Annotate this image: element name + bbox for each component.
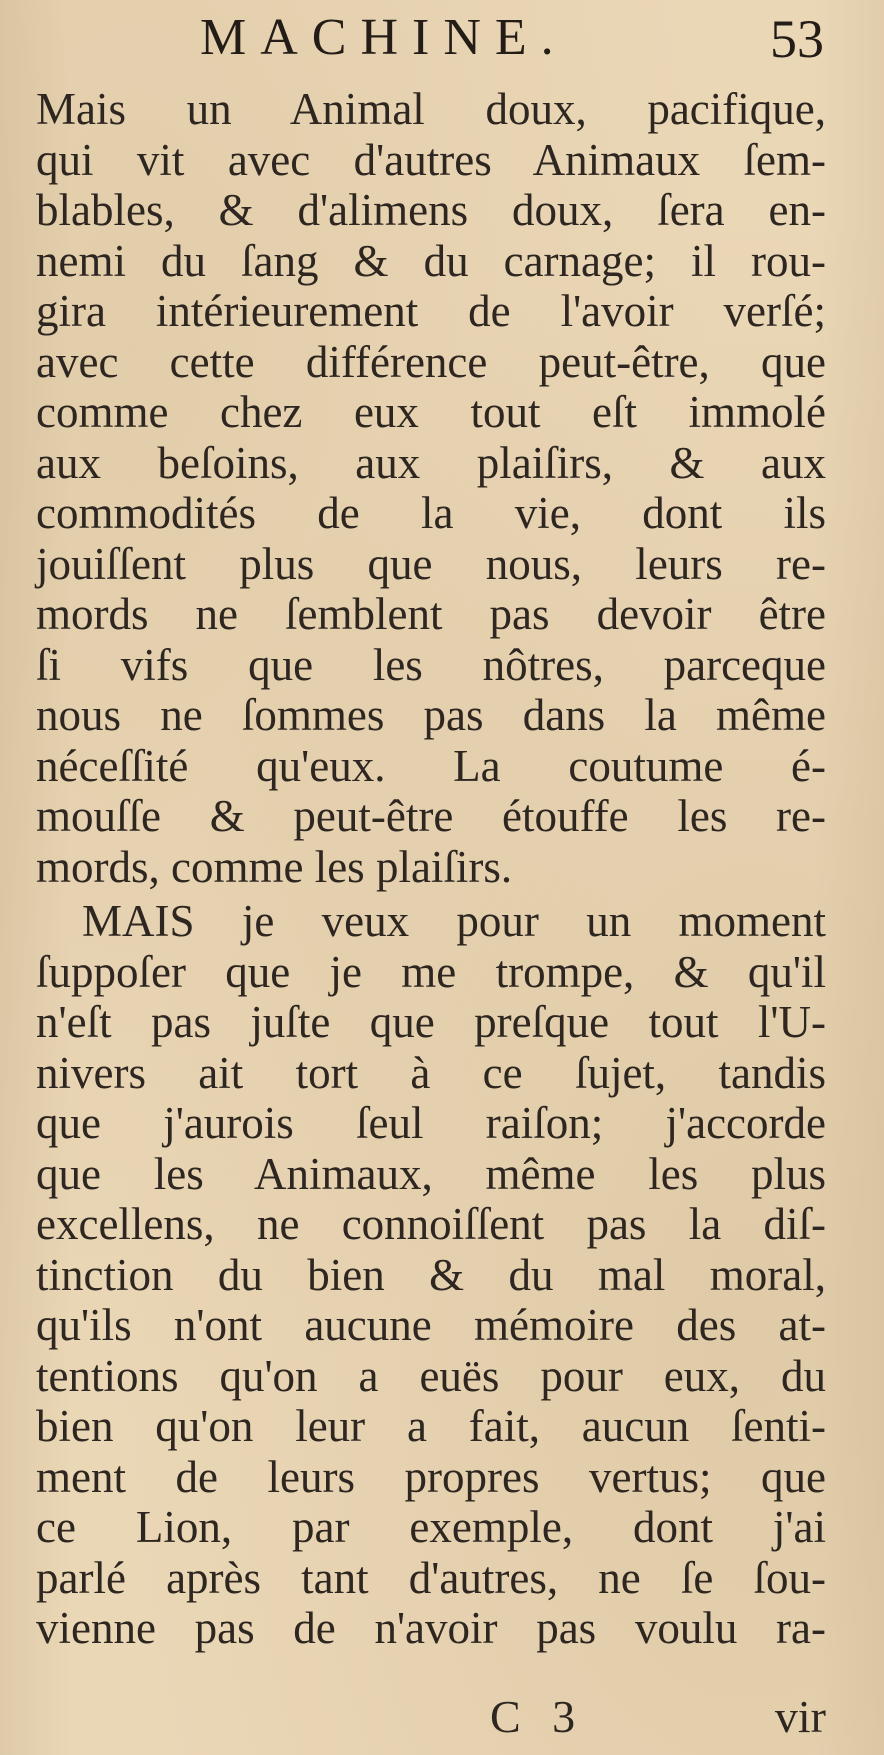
text-line: tinction du bien & du mal moral,	[36, 1249, 826, 1300]
text-line: excellens, ne connoiſſent pas la diſ-	[36, 1199, 826, 1249]
text-line: néceſſité qu'eux. La coutume é-	[36, 740, 826, 791]
running-head	[200, 8, 824, 78]
text-line: aux beſoins, aux plaiſirs, & aux	[36, 437, 826, 488]
catchword: vir	[774, 1691, 826, 1742]
text-line: nemi du ſang & du carnage; il rou-	[36, 235, 826, 286]
text-line: nous ne ſommes pas dans la même	[36, 690, 826, 740]
text-line: tentions qu'on a euës pour eux, du	[36, 1350, 826, 1401]
text-line: ſi vifs que les nôtres, parceque	[36, 639, 826, 690]
text-line: qu'ils n'ont aucune mémoire des at-	[36, 1300, 826, 1350]
running-title: MACHINE.	[200, 9, 568, 66]
text-line: bien qu'on leur a fait, aucun ſenti-	[36, 1401, 826, 1451]
text-line: ce Lion, par exemple, dont j'ai	[36, 1502, 826, 1552]
text-line: que j'aurois ſeul raiſon; j'accorde	[36, 1098, 826, 1148]
text-line: gira intérieurement de l'avoir verſé;	[36, 286, 826, 336]
text-line: avec cette différence peut-être, que	[36, 336, 826, 387]
text-line: Mais un Animal doux, pacifique,	[36, 84, 826, 134]
page-number: 53	[770, 9, 824, 69]
paragraph-start-line: MAIS je veux pour un moment	[82, 896, 826, 946]
paragraph-end-line: mords, comme les plaiſirs.	[36, 841, 513, 892]
text-line: mouſſe & peut-être étouffe les re-	[36, 791, 826, 841]
text-line: commodités de la vie, dont ils	[36, 488, 826, 538]
text-line: ſuppoſer que je me trompe, & qu'il	[36, 946, 826, 997]
text-line: nivers ait tort à ce ſujet, tandis	[36, 1047, 826, 1098]
text-line: n'eſt pas juſte que preſque tout l'U-	[36, 997, 826, 1047]
text-line: blables, & d'alimens doux, ſera en-	[36, 185, 826, 235]
signature-mark: C 3	[490, 1691, 586, 1742]
body-text	[36, 84, 826, 1654]
text-line: qui vit avec d'autres Animaux ſem-	[36, 134, 826, 185]
text-line: vienne pas de n'avoir pas voulu ra-	[36, 1603, 826, 1653]
text-line: que les Animaux, même les plus	[36, 1148, 826, 1199]
text-line: ment de leurs propres vertus; que	[36, 1451, 826, 1502]
text-line: comme chez eux tout eſt immolé	[36, 387, 826, 437]
text-line: jouiſſent plus que nous, leurs re-	[36, 538, 826, 589]
text-line: mords ne ſemblent pas devoir être	[36, 589, 826, 639]
text-line: parlé après tant d'autres, ne ſe ſou-	[36, 1552, 826, 1603]
